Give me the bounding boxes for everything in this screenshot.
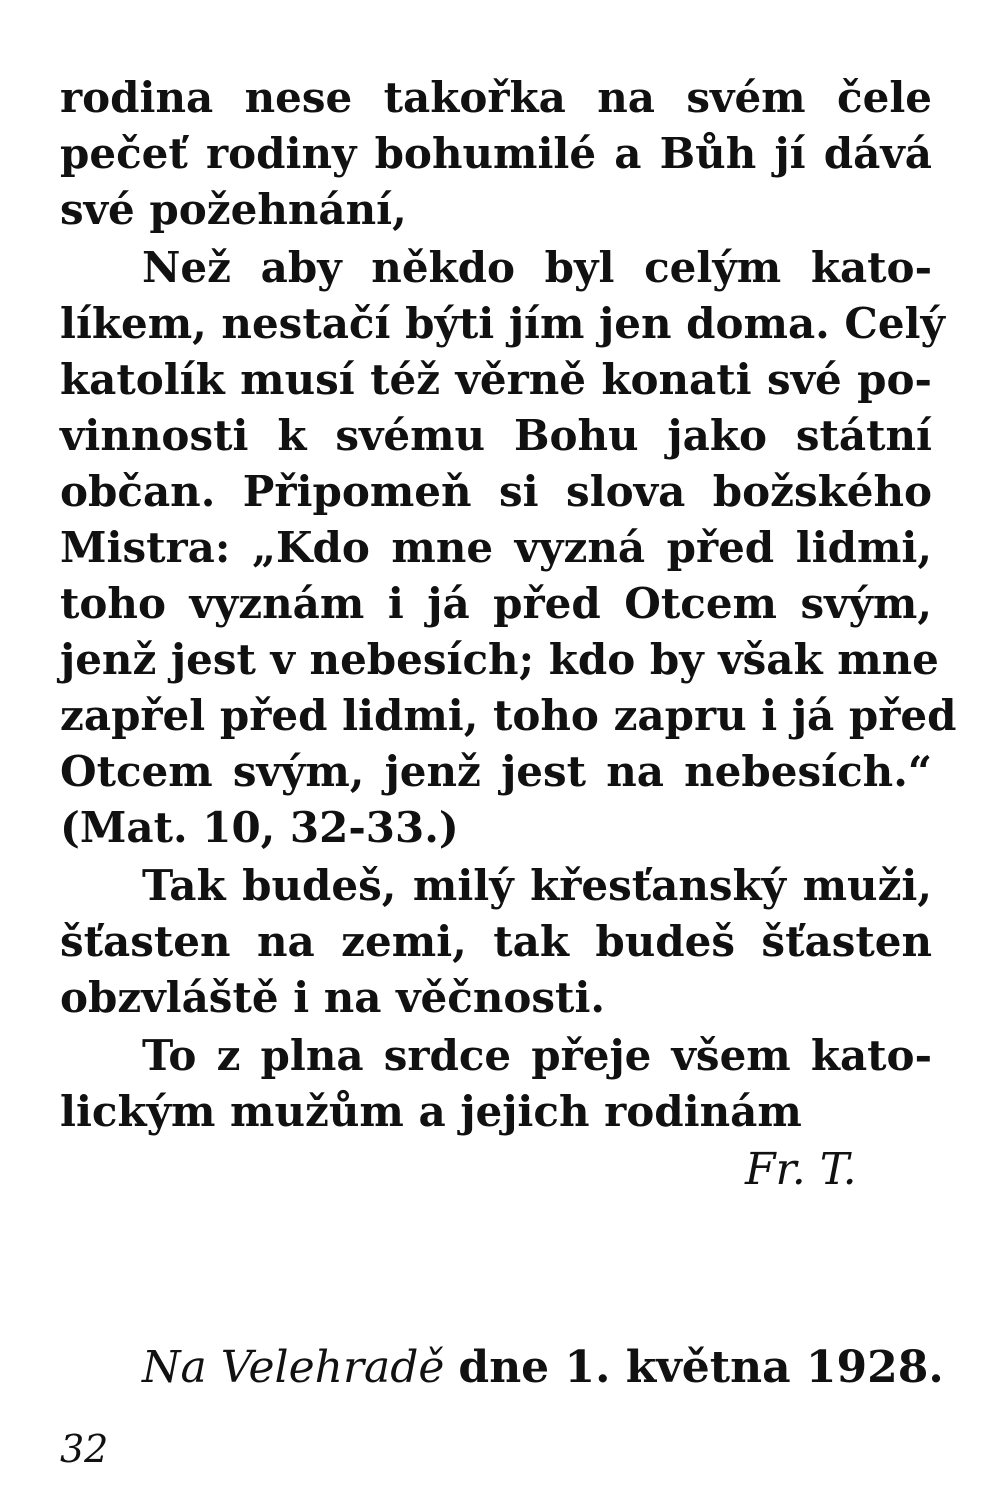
text-line: Tak budeš, milý křesťanský muži,: [142, 861, 932, 910]
text-line: vinnosti k svému Bohu jako státní: [60, 411, 932, 460]
text-line: Otcem svým, jenž jest na nebesích.“: [60, 747, 932, 796]
page-number: 32: [60, 1427, 109, 1471]
dateline: [142, 1340, 944, 1396]
text-line: To z plna srdce přeje všem kato-: [142, 1031, 932, 1080]
author-signature: Fr. T.: [745, 1144, 857, 1195]
text-line: rodina nese takořka na svém čele: [60, 73, 932, 122]
text-line: katolík musí též věrně konati své po-: [60, 355, 932, 404]
text-line: (Mat. 10, 32-33.): [60, 803, 459, 852]
text-line: lickým mužům a jejich rodinám: [60, 1087, 802, 1136]
text-line: zapřel před lidmi, toho zapru i já před: [60, 691, 957, 740]
dateline-place: Na Velehradě: [142, 1342, 445, 1393]
text-line: šťasten na zemi, tak budeš šťasten: [60, 917, 932, 966]
text-line: své požehnání,: [60, 185, 407, 234]
text-line: Než aby někdo byl celým kato-: [142, 243, 932, 292]
text-line: pečeť rodiny bohumilé a Bůh jí dává: [60, 129, 932, 178]
text-line: obzvláště i na věčnosti.: [60, 973, 606, 1022]
text-line: toho vyznám i já před Otcem svým,: [60, 579, 932, 628]
text-line: občan. Připomeň si slova božského: [60, 467, 932, 516]
text-line: Mistra: „Kdo mne vyzná před lidmi,: [60, 523, 932, 572]
text-line: líkem, nestačí býti jím jen doma. Celý: [60, 299, 945, 348]
text-line: jenž jest v nebesích; kdo by však mne: [60, 635, 939, 684]
dateline-date: dne 1. května 1928.: [458, 1342, 944, 1393]
